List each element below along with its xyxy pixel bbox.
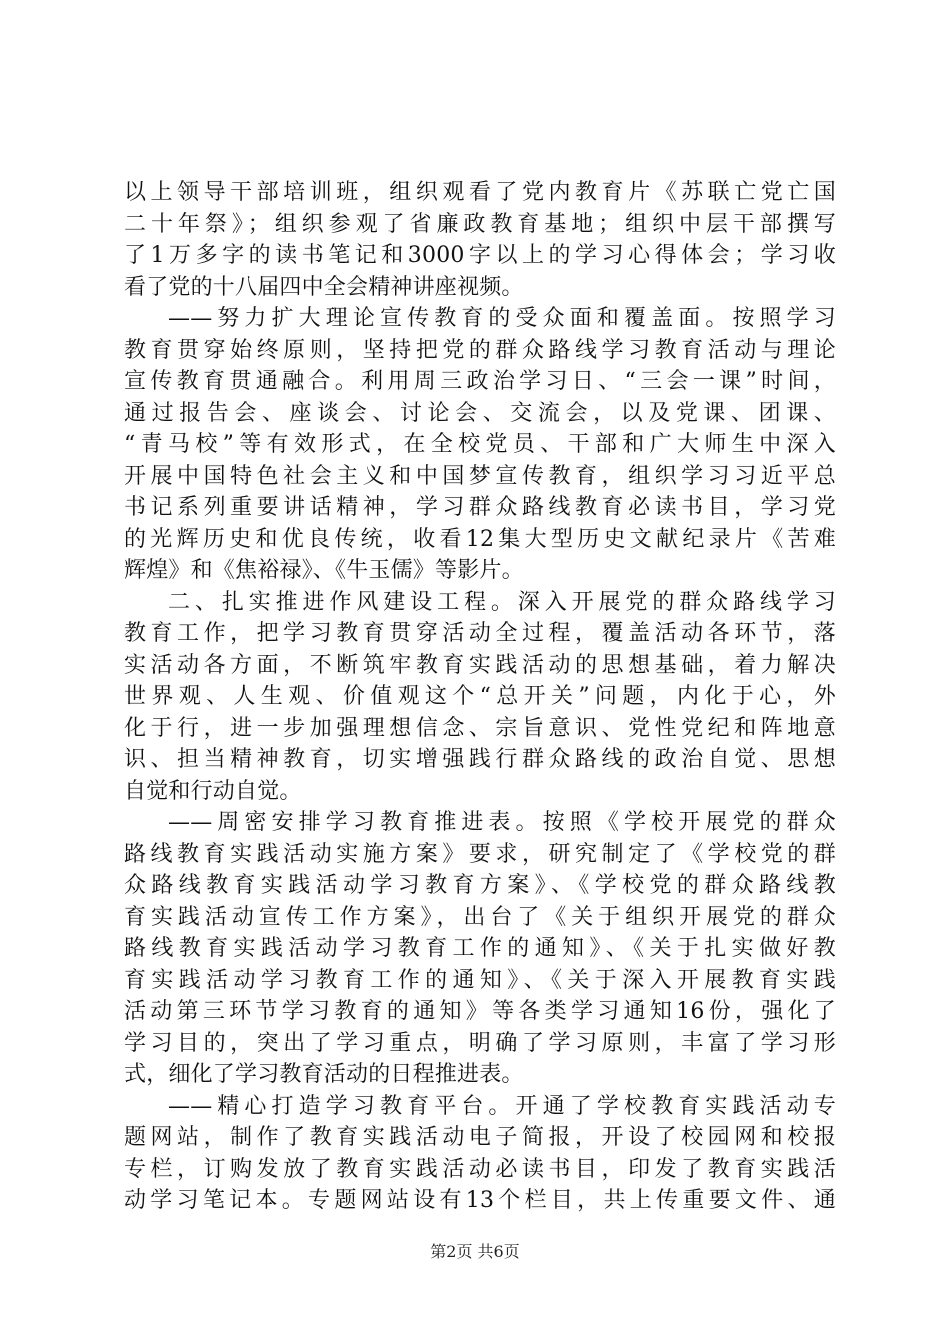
text-line: 识、担当精神教育，切实增强践行群众路线的政治自觉、思想 [124,747,836,772]
text-line: 化于行，进一步加强理想信念、宗旨意识、党性党纪和阵地意 [124,715,836,741]
text-line: 活动第三环节学习教育的通知》等各类学习通知16份，强化了 [124,999,836,1024]
text-line: 路线教育实践活动学习教育工作的通知》、《关于扎实做好教 [124,936,836,961]
text-line: 题网站，制作了教育实践活动电子简报，开设了校园网和校报 [124,1125,836,1150]
text-line: ——精心打造学习教育平台。开通了学校教育实践活动专 [168,1093,836,1119]
text-line: 实活动各方面，不断筑牢教育实践活动的思想基础，着力解决 [124,652,836,678]
text-line: 看了党的十八届四中全会精神讲座视频。 [124,274,524,300]
text-line: 式，细化了学习教育活动的日程推进表。 [124,1062,524,1087]
text-line: 教育工作，把学习教育贯穿活动全过程，覆盖活动各环节，落 [124,621,836,646]
text-line: 育实践活动宣传工作方案》，出台了《关于组织开展党的群众 [124,904,836,930]
text-line: 学习目的，突出了学习重点，明确了学习原则，丰富了学习形 [124,1030,836,1056]
text-line: 教育贯穿始终原则，坚持把党的群众路线学习教育活动与理论 [124,337,836,363]
text-line: 二十年祭》；组织参观了省廉政教育基地；组织中层干部撰写 [124,211,836,237]
document-body [124,177,836,1217]
text-line: 众路线教育实践活动学习教育方案》、《学校党的群众路线教 [124,873,836,898]
text-line: 路线教育实践活动实施方案》要求，研究制定了《学校党的群 [124,841,836,867]
text-line: ——周密安排学习教育推进表。按照《学校开展党的群众 [168,810,836,835]
text-line: 开展中国特色社会主义和中国梦宣传教育，组织学习习近平总 [124,463,836,489]
text-line: 以上领导干部培训班，组织观看了党内教育片《苏联亡党亡国 [124,180,836,205]
text-line: 了1万多字的读书笔记和3000字以上的学习心得体会；学习收 [124,243,836,268]
text-line: 专栏，订购发放了教育实践活动必读书目，印发了教育实践活 [124,1156,836,1182]
text-line: 辉煌》和《焦裕禄》、《牛玉儒》等影片。 [124,558,524,583]
text-line: ——努力扩大理论宣传教育的受众面和覆盖面。按照学习 [168,306,836,331]
text-line: 自觉和行动自觉。 [124,778,302,804]
text-line: 动学习笔记本。专题网站设有13个栏目，共上传重要文件、通 [124,1188,836,1213]
page-footer: 第2页 共6页 [430,1242,520,1261]
text-line: “青马校”等有效形式，在全校党员、干部和广大师生中深入 [124,432,836,457]
text-line: 书记系列重要讲话精神，学习群众路线教育必读书目，学习党 [124,495,836,520]
text-line: 通过报告会、座谈会、讨论会、交流会，以及党课、团课、 [124,400,836,426]
text-line: 的光辉历史和优良传统，收看12集大型历史文献纪录片《苦难 [124,526,836,552]
text-line: 二、扎实推进作风建设工程。深入开展党的群众路线学习 [168,589,836,615]
text-line: 世界观、人生观、价值观这个“总开关”问题，内化于心，外 [124,684,836,709]
text-line: 育实践活动学习教育工作的通知》、《关于深入开展教育实践 [124,967,836,993]
text-line: 宣传教育贯通融合。利用周三政治学习日、“三会一课”时间， [124,369,836,394]
